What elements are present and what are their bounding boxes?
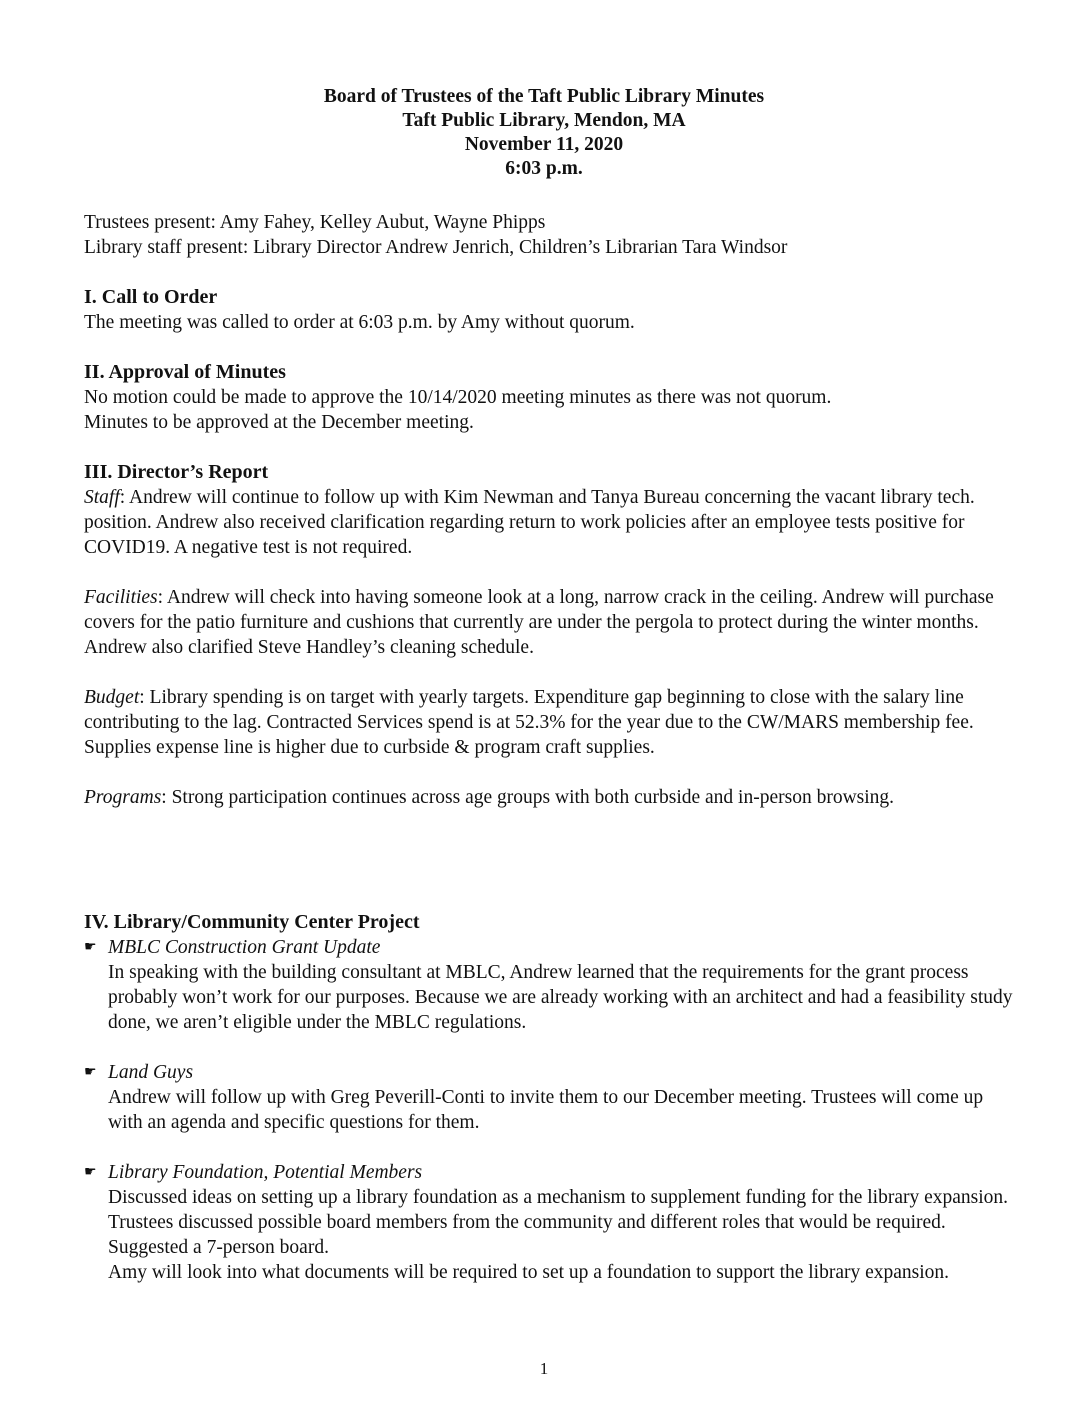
section-text: The meeting was called to order at 6:03 p.m. by Amy without quorum. <box>84 312 635 333</box>
approval-section <box>84 360 1014 435</box>
item-title: MBLC Construction Grant Update <box>108 937 381 958</box>
staff-label: Staff <box>84 487 120 508</box>
meeting-date: November 11, 2020 <box>464 134 624 155</box>
item-title: Land Guys <box>108 1062 194 1083</box>
call-to-order-section <box>84 285 1014 335</box>
section-heading: II. Approval of Minutes <box>84 361 286 383</box>
staff-paragraph <box>84 485 1014 560</box>
project-item-mblc-grant <box>84 935 1014 1035</box>
section-heading: III. Director’s Report <box>84 461 269 483</box>
budget-label: Budget <box>84 687 140 708</box>
item-title: Library Foundation, Potential Members <box>108 1162 423 1183</box>
pointing-hand-bullet-icon: ☛ <box>84 1164 97 1180</box>
facilities-label: Facilities <box>84 587 158 608</box>
pointing-hand-bullet-icon: ☛ <box>84 1064 97 1080</box>
facilities-text: : Andrew will check into having someone look at a long, narrow crack in the ceiling. Andrew will purchase covers for the patio furniture and cushions that currently are under the pergola to protect during the winter months. Andrew also clarified Steve Handley’s cleaning schedule. <box>84 587 994 658</box>
attendance-block <box>84 210 1014 260</box>
item-text-continued: Amy will look into what documents will be required to set up a foundation to support the library expansion. <box>108 1262 950 1283</box>
budget-paragraph <box>84 685 1014 760</box>
section-text: Minutes to be approved at the December meeting. <box>84 412 474 433</box>
page-number: 1 <box>539 1359 549 1378</box>
budget-text: : Library spending is on target with yearly targets. Expenditure gap beginning to close with the salary line contributing to the lag. Contracted Services spend is at 52.3% for the year due to the CW/MARS membership fee. Supplies expense line is higher due to curbside & program craft supplies. <box>84 687 974 758</box>
item-text: Andrew will follow up with Greg Peverill-Conti to invite them to our December meeting. Trustees will come up with an agenda and specific questions for them. <box>108 1087 984 1133</box>
trustees-present: Trustees present: Amy Fahey, Kelley Aubut, Wayne Phipps <box>84 212 546 233</box>
programs-text: : Strong participation continues across age groups with both curbside and in-person browsing. <box>161 787 895 808</box>
document-heading <box>0 85 1088 181</box>
project-item-library-foundation <box>84 1160 1014 1285</box>
section-text: No motion could be made to approve the 10/14/2020 meeting minutes as there was not quorum. <box>84 387 832 408</box>
section-heading: I. Call to Order <box>84 286 218 308</box>
section-heading: IV. Library/Community Center Project <box>84 911 420 933</box>
staff-text: : Andrew will continue to follow up with Kim Newman and Tanya Bureau concerning the vacant library tech. position. Andrew also received clarification regarding return to work policies after an employee tests positive for COVID19. A negative test is not required. <box>84 487 975 558</box>
facilities-paragraph <box>84 585 1014 660</box>
item-text: Discussed ideas on setting up a library foundation as a mechanism to supplement funding for the library expansion. Trustees discussed possible board members from the community and different roles that would be required. Suggested a 7-person board. <box>108 1187 1009 1258</box>
document-location: Taft Public Library, Mendon, MA <box>402 110 686 131</box>
project-item-land-guys <box>84 1060 1014 1135</box>
meeting-time: 6:03 p.m. <box>505 158 583 179</box>
document-title: Board of Trustees of the Taft Public Library Minutes <box>323 86 765 107</box>
directors-report-section <box>84 460 1014 810</box>
project-section <box>84 910 1014 1285</box>
staff-present: Library staff present: Library Director Andrew Jenrich, Children’s Librarian Tara Windsor <box>84 237 788 258</box>
item-text: In speaking with the building consultant at MBLC, Andrew learned that the requirements for the grant process probably won’t work for our purposes. Because we are already working with an architect and had a feasibility study done, we aren’t eligible under the MBLC regulations. <box>108 962 1013 1033</box>
programs-paragraph <box>84 785 1014 810</box>
programs-label: Programs <box>84 787 162 808</box>
pointing-hand-bullet-icon: ☛ <box>84 939 97 955</box>
